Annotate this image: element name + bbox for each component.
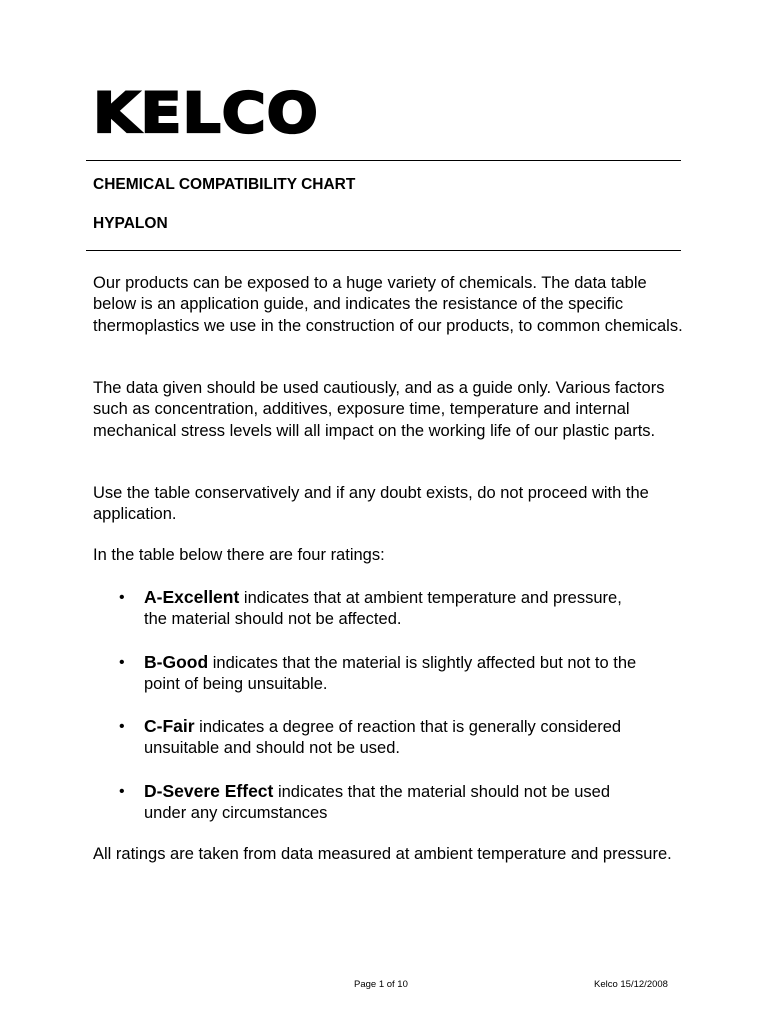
rating-description: indicates that the material is slightly affected but not to the point of being unsuitable. — [144, 653, 637, 693]
intro-paragraph: Our products can be exposed to a huge variety of chemicals. The data table below is an application guide, and indicates the resistance of the specific thermoplastics we use in the construction of our products, to common chemicals. — [93, 274, 683, 335]
top-divider — [86, 160, 681, 161]
rating-term: B-Good — [144, 651, 209, 672]
caution-paragraph: The data given should be used cautiously, and as a guide only. Various factors such as concentration, additives, exposure time, temperature and internal mechanical stress levels will all impact on the working life of our plastic parts. — [93, 379, 665, 440]
bullet-icon: • — [119, 589, 125, 606]
rating-term: D-Severe Effect — [144, 780, 274, 801]
bullet-icon: • — [119, 782, 125, 800]
document-title: CHEMICAL COMPATIBILITY CHART — [93, 176, 356, 193]
rating-item-a — [93, 587, 644, 631]
rating-term: C-Fair — [144, 716, 195, 737]
header-divider — [86, 250, 681, 251]
rating-term: A-Excellent — [144, 587, 240, 607]
ratings-list — [93, 587, 683, 845]
bullet-icon: • — [119, 653, 125, 671]
bullet-icon: • — [119, 718, 125, 736]
page-number: Page 1 of 10 — [354, 979, 408, 990]
kelco-logo: KELCO — [93, 81, 319, 146]
closing-paragraph: All ratings are taken from data measured at ambient temperature and pressure. — [93, 845, 672, 863]
rating-description: indicates a degree of reaction that is generally considered unsuitable and should not be used. — [144, 718, 622, 758]
material-name: HYPALON — [93, 215, 168, 232]
ratings-intro-paragraph: In the table below there are four ratings: — [93, 546, 385, 564]
footer-company-date: Kelco 15/12/2008 — [594, 979, 668, 990]
rating-item-c — [93, 716, 644, 760]
rating-description: indicates that the material should not be used under any circumstances — [144, 782, 611, 823]
conservative-use-paragraph: Use the table conservatively and if any doubt exists, do not proceed with the application. — [93, 484, 649, 524]
rating-item-d — [93, 781, 644, 825]
rating-description: indicates that at ambient temperature and pressure, the material should not be affected. — [144, 589, 622, 629]
rating-item-b — [93, 652, 644, 696]
